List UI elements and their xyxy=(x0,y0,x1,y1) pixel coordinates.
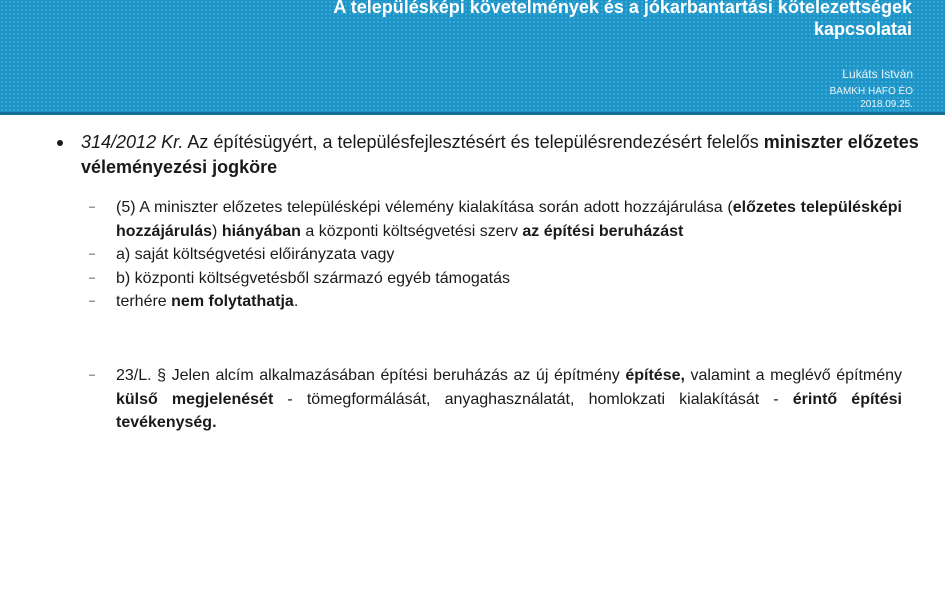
item-text: a) saját költségvetési előirányzata vagy xyxy=(116,246,395,263)
item-text: terhére xyxy=(116,293,172,310)
item-text: valamint a meglévő építmény xyxy=(684,367,903,384)
list-item xyxy=(89,196,902,243)
list-item xyxy=(89,267,902,291)
item-text: b) központi költségvetésből származó egyéb támogatás xyxy=(116,269,510,287)
dash-bullet-icon: – xyxy=(89,369,96,381)
item-text: 23/L. § Jelen alcím alkalmazásában építési beruházás az új építmény xyxy=(116,367,626,384)
organization: BAMKH HAFO ÉO xyxy=(829,86,913,97)
sub-list-paragraph-5 xyxy=(89,196,902,314)
item-text: ) xyxy=(212,222,222,240)
title-line-2: kapcsolatai xyxy=(813,19,912,39)
item-bold: az építési beruházást xyxy=(522,222,684,240)
item-bold: építése, xyxy=(625,367,685,384)
item-text: (5) A miniszter előzetes településképi vélemény kialakítása során adott hozzájárulása ( xyxy=(116,199,733,216)
sub-list-definition xyxy=(89,364,902,435)
item-bold: nem folytathatja xyxy=(171,293,294,310)
item-text: - tömegformálását, anyaghasználatát, homlokzati kialakítását - xyxy=(273,390,793,408)
bullet-dot-icon xyxy=(57,140,63,146)
main-bullet-bold: miniszter előzetes véleményezési jogköre xyxy=(81,132,919,177)
author-name: Lukáts István xyxy=(842,67,913,81)
date: 2018.09.25. xyxy=(860,99,913,110)
header-banner xyxy=(0,0,945,115)
item-bold: külső megjelenését xyxy=(116,390,274,408)
slide-title xyxy=(212,0,912,40)
dash-bullet-icon: – xyxy=(89,201,96,213)
item-bold: hiányában xyxy=(221,222,301,240)
item-bold: előzetes településképi hozzájárulás xyxy=(116,199,902,240)
item-text: a központi költségvetési szerv xyxy=(300,222,523,240)
list-item xyxy=(89,364,902,435)
item-bold: érintő építési tevékenység. xyxy=(116,390,902,431)
main-bullet-text xyxy=(81,130,921,180)
regulation-reference: 314/2012 Kr. xyxy=(81,132,184,152)
dash-bullet-icon: – xyxy=(89,295,96,307)
item-text: . xyxy=(293,293,299,310)
list-item xyxy=(89,243,902,267)
dash-bullet-icon: – xyxy=(89,248,96,260)
dash-bullet-icon: – xyxy=(89,271,96,284)
main-bullet-plain: Az építésügyért, a településfejlesztésért és településrendezésért felelős xyxy=(183,132,764,152)
title-line-1: A településképi követelmények és a jókarbantartási kötelezettségek xyxy=(333,0,912,17)
list-item xyxy=(89,290,902,314)
